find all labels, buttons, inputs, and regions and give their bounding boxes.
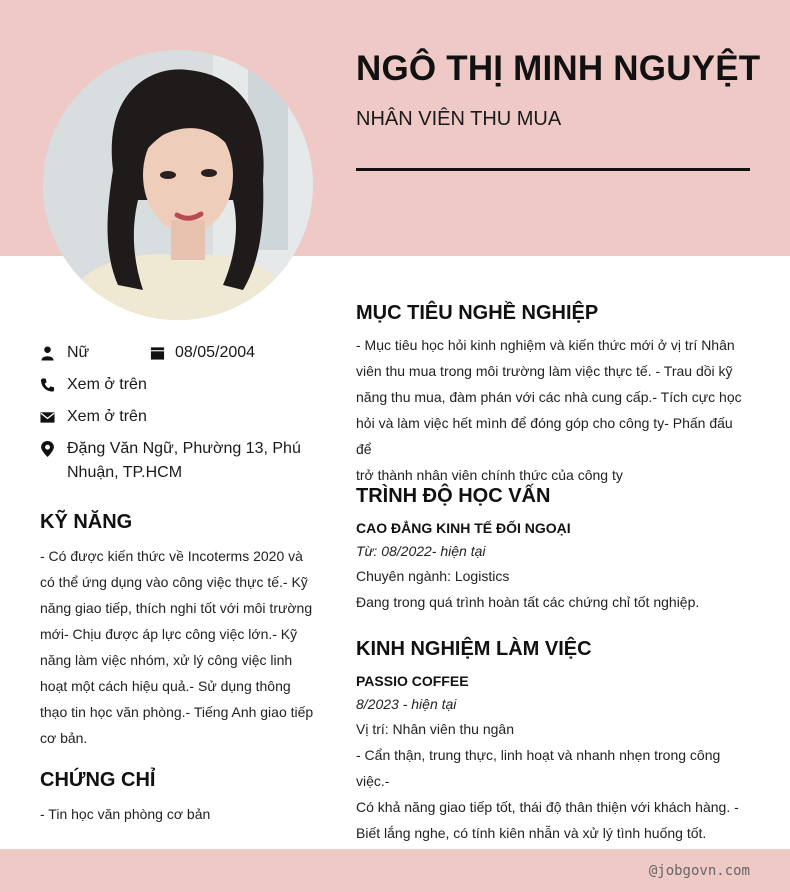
candidate-name: NGÔ THỊ MINH NGUYỆT [356,49,761,88]
job-title: NHÂN VIÊN THU MUA [356,108,562,130]
person-icon [40,345,55,361]
skills-line: hoạt một cách hiệu quả.- Sử dụng thông [40,678,291,694]
envelope-icon [40,409,55,425]
skills-text [40,543,315,751]
objective-line: năng thu mua, đàm phán với các nhà cung cấp.- Tích cực học [356,389,742,405]
certificate-item: - Tin học văn phòng cơ bản [40,806,211,822]
experience-period: 8/2023 - hiện tại [356,696,457,712]
objective-line: hỏi và làm việc hết mình để đóng góp cho công ty- Phấn đấu để [356,415,733,457]
education-heading: TRÌNH ĐỘ HỌC VẤN [356,485,551,507]
experience-line: - Cẩn thận, trung thực, linh hoạt và nhanh nhẹn trong công việc.- [356,747,721,789]
watermark: @jobgovn.com [648,863,750,879]
experience-heading: KINH NGHIỆM LÀM VIỆC [356,638,592,660]
birthday-row [150,341,300,365]
email-value: Xem ở trên [67,408,147,425]
avatar [43,50,313,320]
skills-line: mới- Chịu được áp lực công việc lớn.- Kỹ [40,626,298,642]
school-name: CAO ĐẲNG KINH TẾ ĐỐI NGOẠI [356,520,571,536]
company-name: PASSIO COFFEE [356,673,469,689]
gender-row [40,341,150,365]
location-pin-icon [40,440,55,458]
education-note: Đang trong quá trình hoàn tất các chứng chỉ tốt nghiệp. [356,594,700,610]
email-row [40,405,240,429]
skills-heading: KỸ NĂNG [40,511,133,533]
gender-value: Nữ [67,344,90,361]
skills-line: cơ bản. [40,730,88,746]
address-line-1: Đặng Văn Ngữ, Phường 13, Phú [67,440,301,457]
experience-line: Biết lắng nghe, có tính kiên nhẫn và xử lý tình huống tốt. [356,825,707,841]
skills-line: có thể ứng dụng vào công việc thực tế.- Kỹ [40,574,308,590]
experience-position: Vị trí: Nhân viên thu ngân [356,721,514,737]
objective-text [356,332,750,488]
education-major: Chuyên ngành: Logistics [356,568,510,584]
experience-text [356,742,750,846]
education-period: Từ: 08/2022- hiện tại [356,543,486,559]
address-line-2: Nhuận, TP.HCM [67,464,183,481]
portrait-photo [43,50,313,320]
calendar-icon [150,345,165,361]
experience-line: Có khả năng giao tiếp tốt, thái độ thân thiện với khách hàng. - [356,799,739,815]
skills-line: thạo tin học văn phòng.- Tiếng Anh giao tiếp [40,704,314,720]
birthday-value: 08/05/2004 [175,344,256,361]
objective-line: - Mục tiêu học hỏi kinh nghiệm và kiến thức mới ở vị trí Nhân [356,337,735,353]
skills-line: năng giao tiếp, thích nghi tốt với môi trường [40,600,313,616]
objective-line: viên thu mua trong môi trường làm việc thực tế. - Trau dồi kỹ [356,363,733,379]
skills-line: năng làm việc nhóm, xử lý công việc linh [40,652,293,668]
phone-icon [40,377,55,393]
objective-heading: MỤC TIÊU NGHỀ NGHIỆP [356,302,599,324]
phone-value: Xem ở trên [67,376,147,393]
objective-line: trở thành nhân viên chính thức của công ty [356,467,623,483]
title-divider [356,168,750,171]
certificates-heading: CHỨNG CHỈ [40,769,156,791]
address-row [40,437,310,485]
skills-line: - Có được kiến thức về Incoterms 2020 và [40,548,303,564]
phone-row [40,373,240,397]
